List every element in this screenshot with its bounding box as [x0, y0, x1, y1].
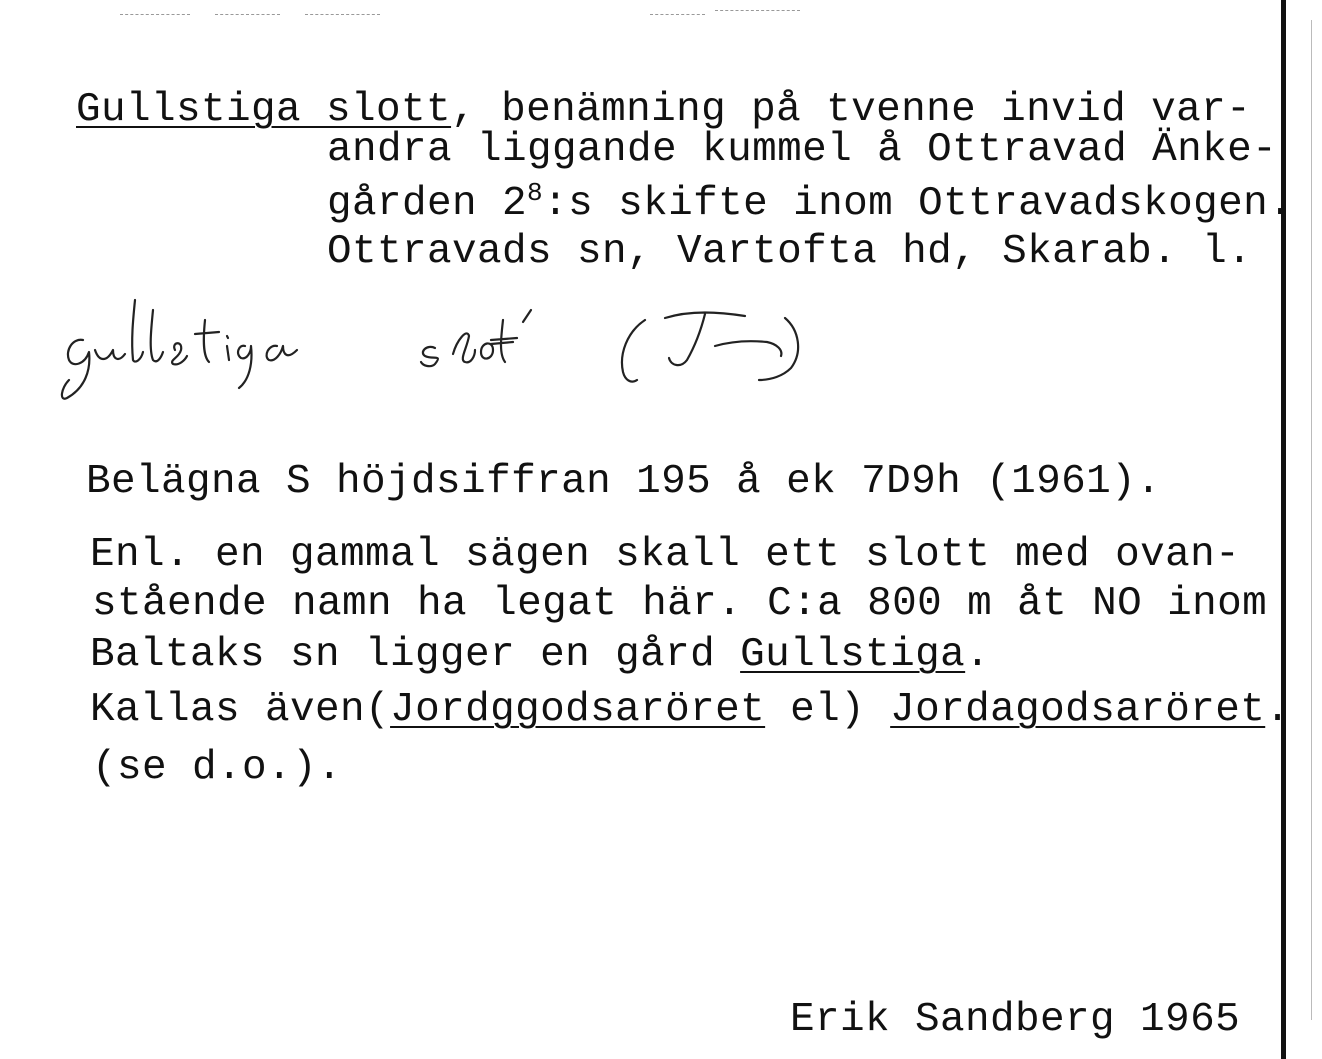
location-line: Belägna S höjdsiffran 195 å ek 7D9h (1961). — [86, 459, 1162, 505]
entry-line-3-rest: :s skifte inom Ottravadskogen. — [543, 181, 1294, 227]
entry-line-3-text: gården 2 — [327, 181, 528, 227]
top-dotted-line — [120, 14, 190, 16]
tradition-line-3-end: . — [965, 632, 991, 678]
also-called-text: Kallas även( — [90, 687, 391, 733]
tradition-line-1: Enl. en gammal sägen skall ett slott med ovan- — [90, 532, 1241, 578]
top-dotted-line — [715, 10, 800, 12]
also-called-end: . — [1265, 687, 1291, 733]
also-called-or: el) — [765, 687, 891, 733]
card-edge-line — [1311, 20, 1312, 1020]
top-dotted-line — [305, 14, 380, 16]
entry-line-2: andra liggande kummel å Ottravad Änke- — [327, 127, 1278, 173]
cross-reference-gullstiga: Gullstiga — [740, 632, 966, 678]
superscript-number: 8 — [527, 178, 544, 208]
entry-heading-line — [76, 87, 1252, 133]
top-dotted-line — [650, 14, 705, 16]
cross-reference-variant-1: Jordggodsaröret — [390, 687, 766, 733]
entry-definition-start: , benämning på tvenne invid var- — [451, 87, 1252, 133]
signature: Erik Sandberg 1965 — [790, 997, 1241, 1043]
also-called-line — [90, 687, 1291, 733]
top-dotted-line — [215, 14, 280, 16]
card-right-edge — [1281, 0, 1286, 1059]
see-reference: (se d.o.). — [92, 745, 343, 791]
entry-line-3 — [327, 180, 1293, 225]
tradition-line-3 — [90, 632, 991, 678]
handwritten-note — [55, 280, 815, 410]
cross-reference-variant-2: Jordagodsaröret — [890, 687, 1266, 733]
entry-line-4: Ottravads sn, Vartofta hd, Skarab. l. — [327, 229, 1253, 275]
tradition-line-2: stående namn ha legat här. C:a 800 m åt NO inom — [92, 581, 1268, 627]
tradition-line-3-text: Baltaks sn ligger en gård — [90, 632, 741, 678]
entry-term: Gullstiga slott — [76, 87, 452, 133]
